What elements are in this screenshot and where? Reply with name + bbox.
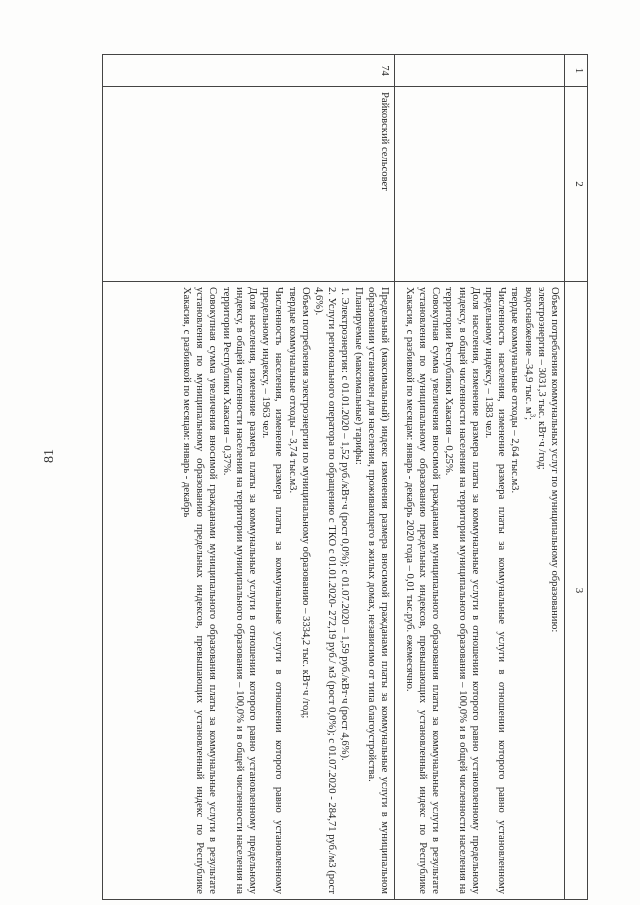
electricity-volume: электроэнергия – 3031,3 тыс. кВт·ч /год; xyxy=(535,287,547,470)
tariff-waste: 2. Услуги регионального оператора по обращению с ТКО с 01.01.2020- 272,19 руб./ м3 (рост 0,0%); с 01.07.2020 - 284,71 руб./м3 (рост 4,6%). xyxy=(312,287,338,894)
table-row-74 xyxy=(103,55,395,900)
water-superscript: 3 xyxy=(528,413,537,418)
waste-volume: твердые коммунальные отходы – 2,64 тыс.м3. xyxy=(509,287,521,494)
header-col-1: 1 xyxy=(565,55,588,87)
municipality-name xyxy=(395,87,565,282)
electricity-volume: Объем потребления электроэнергии по муниципальному образованию – 3334,2 тыс. кВт·ч /год; xyxy=(299,287,311,719)
table-row-continued xyxy=(395,55,565,900)
population-share: Доля населения, изменение размера платы за коммунальные услуги в отношении которого равно установленному предельному индексу, в общей численности населения на территории муниципального образования – 100,0% и в общей численности населения на территории Республики Хакасия – 0,37%. xyxy=(220,287,258,894)
header-col-2: 2 xyxy=(565,87,588,282)
index-description: Предельный (максимальный) индекс изменения размера вносимой гражданами платы за коммунальные услуги в муниципальном образовании установлен для населения, проживающего в жилых домах, независимо от типа благоустройства. xyxy=(365,287,390,894)
header-row xyxy=(565,55,588,900)
header-col-3: 3 xyxy=(565,282,588,900)
consumption-title: Объем потребления коммунальных услуг по муниципальному образованию: xyxy=(549,287,560,633)
water-volume xyxy=(521,287,537,894)
total-increase: Совокупная сумма увеличения вносимой гражданами муниципального образования платы за коммунальные услуги в результате установления по муниципальному образованию предельных индексов, превышающих установленный индекс по Республике Хакасия, с разбивкой по месяцам: январь - декабрь 2020 года – 0,01 тыс.руб. ежемесячно. xyxy=(403,287,442,894)
tariff-electricity: 1. Электроэнергия: с 01.01.2020 – 1,52 руб./кВт·ч (рост 0,0%); с 01.07.2020 – 1,59 руб./кВт·ч (рост 4,6%). xyxy=(339,287,351,761)
rotated-content xyxy=(102,54,588,899)
population-share: Доля населения, изменение размера платы за коммунальные услуги в отношении которого равно установленному предельному индексу, в общей численности населения на территории муниципального образования – 100,0% и в общей численности населения на территории Республики Хакасия – 0,25%. xyxy=(443,287,481,894)
total-increase: Совокупная сумма увеличения вносимой гражданами муниципального образования платы за коммунальные услуги в результате установления по муниципальному образованию предельных индексов, превышающих установленный индекс по Республике Хакасия, с разбивкой по месяцам: январь - декабрь xyxy=(180,287,219,894)
tariffs-title: Планируемые (максимальные) тарифы: xyxy=(352,287,364,465)
row-description xyxy=(103,282,395,900)
tariff-table xyxy=(102,54,588,900)
row-number xyxy=(395,55,565,87)
row-number: 74 xyxy=(103,55,395,87)
population-count: Численность населения, изменение размера платы за коммунальные услуги в отношении которого равно установленному предельному индексу, – 1383 чел. xyxy=(482,287,508,894)
municipality-name: Райковский сельсовет xyxy=(103,87,395,282)
water-tail: ; xyxy=(522,417,534,421)
row-description xyxy=(395,282,565,900)
page-number: 81 xyxy=(42,449,57,463)
waste-volume: твердые коммунальные отходы – 3,74 тыс.м3. xyxy=(286,287,298,494)
water-text: водоснабжение –34,9 тыс. м xyxy=(522,287,534,414)
population-count: Численность населения, изменение размера платы за коммунальные услуги в отношении которого равно установленному предельному индексу, – 1963 чел. xyxy=(260,287,285,894)
